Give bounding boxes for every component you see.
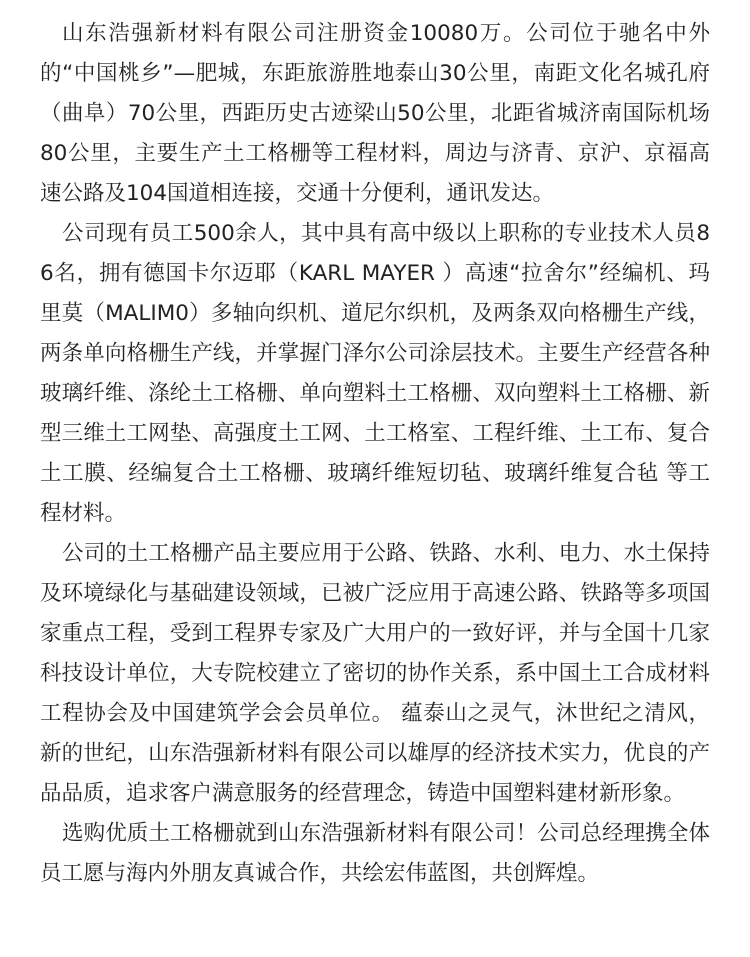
paragraph-applications: 公司的土工格栅产品主要应用于公路、铁路、水利、电力、水土保持及环境绿化与基础建设领域，已被广泛应用于高速公路、铁路等多项国家重点工程，受到工程界专家及广大用户的一致好评，并与全国十几家科技设计单位，大专院校建立了密切的协作关系，系中国土工合成材料工程协会及中国建筑学会会员单位。 蕴泰山之灵气，沐世纪之清风，新的世纪，山东浩强新材料有限公司以雄厚的经济技术实力，优良的产品品质，追求客户满意服务的经营理念，铸造中国塑料建材新形象。 <box>40 541 710 806</box>
paragraph-company-location: 山东浩强新材料有限公司注册资金10080万。公司位于驰名中外的“中国桃乡”—肥城，东距旅游胜地泰山30公里，南距文化名城孔府（曲阜）70公里，西距历史古迹梁山50公里，北距省城济南国际机场80公里，主要生产土工格栅等工程材料，周边与济青、京沪、京福高速公路及104国道相连接，交通十分便利，通讯发达。 <box>40 21 710 206</box>
paragraph-staff-equipment: 公司现有员工500余人，其中具有高中级以上职称的专业技术人员86名，拥有德国卡尔迈耶（KARL MAYER ）高速“拉舍尔”经编机、玛里莫（MALIM0）多轴向织机、道尼尔织机，及两条双向格栅生产线，两条单向格栅生产线，并掌握门泽尔公司涂层技术。主要生产经营各种玻璃纤维、涤纶土工格栅、单向塑料土工格栅、双向塑料土工格栅、新型三维土工网垫、高强度土工网、土工格室、工程纤维、土工布、复合土工膜、经编复合土工格栅、玻璃纤维短切毡、玻璃纤维复合毡 等工程材料。 <box>40 221 710 526</box>
paragraph-closing: 选购优质土工格栅就到山东浩强新材料有限公司！公司总经理携全体员工愿与海内外朋友真诚合作，共绘宏伟蓝图，共创辉煌。 <box>40 821 710 886</box>
